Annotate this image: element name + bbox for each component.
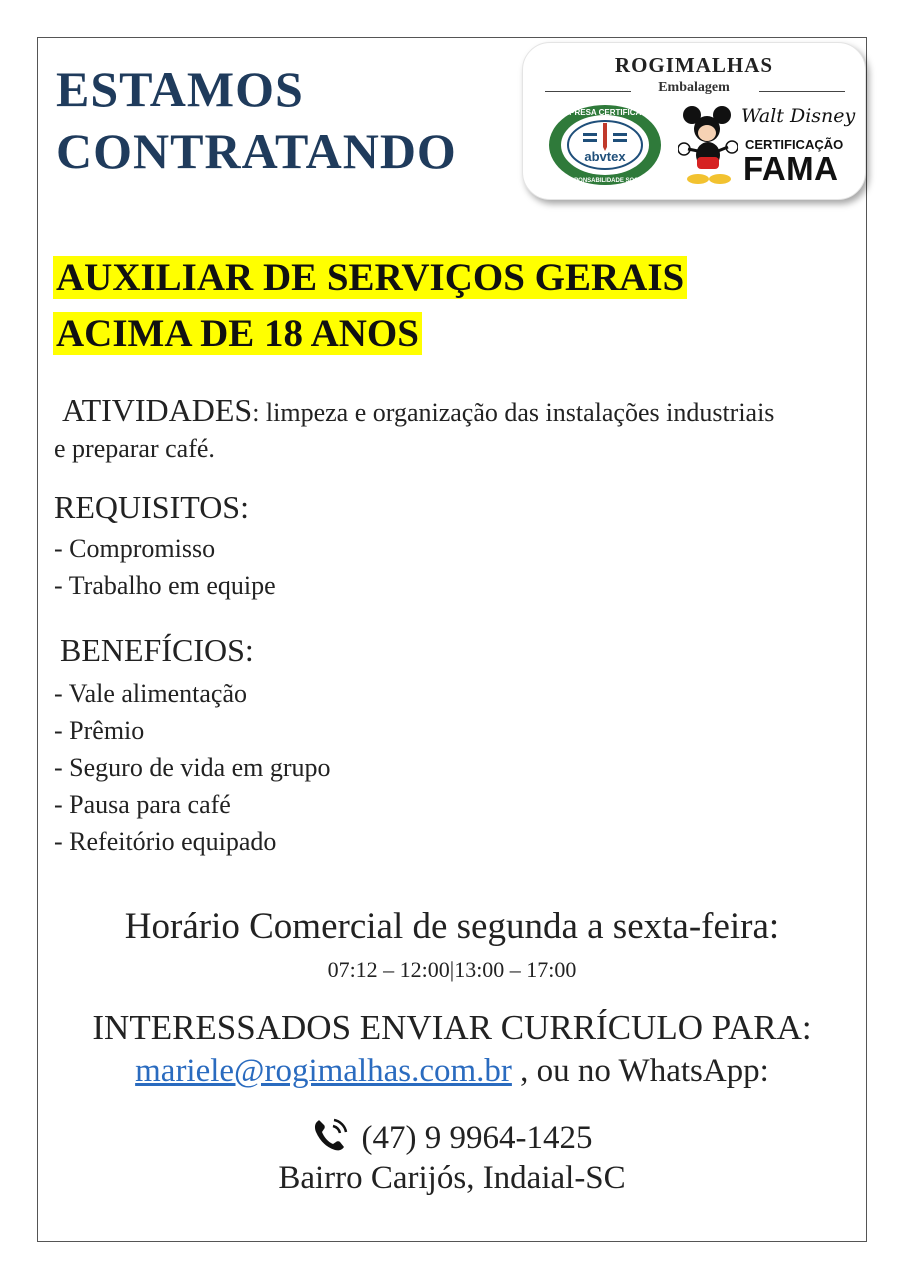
svg-text:RESPONSABILIDADE SOCIAL: RESPONSABILIDADE SOCIAL [561, 178, 649, 184]
phone-number[interactable]: (47) 9 9964-1425 [361, 1120, 593, 1156]
requirements-label: REQUISITOS: [54, 489, 249, 525]
list-item: - Prêmio [54, 716, 145, 745]
activities-text: : limpeza e organização das instalações industriais [252, 398, 775, 427]
benefits-label: BENEFÍCIOS: [60, 632, 254, 668]
activities-line-1 [62, 390, 774, 433]
job-title: AUXILIAR DE SERVIÇOS GERAIS [53, 256, 687, 299]
list-item: - Pausa para café [54, 790, 231, 819]
walt-disney-logo: Walt Disney [741, 105, 856, 127]
abvtex-seal-icon [545, 103, 665, 187]
email-line [37, 1053, 867, 1090]
fama-logo: FAMA [743, 150, 839, 187]
application-heading: INTERESSADOS ENVIAR CURRÍCULO PARA: [92, 1008, 812, 1047]
benefits-list [54, 675, 331, 860]
mickey-mouse-icon [678, 105, 738, 185]
company-name: ROGIMALHAS [614, 53, 774, 77]
email-link[interactable]: mariele@rogimalhas.com.br [135, 1053, 512, 1089]
schedule-title: Horário Comercial de segunda a sexta-feira: [124, 906, 780, 947]
logo-divider-right [759, 91, 845, 92]
list-item: - Refeitório equipado [54, 827, 277, 856]
activities-line-2: e preparar café. [54, 434, 215, 463]
requirements-list [54, 530, 276, 604]
phone-icon [312, 1118, 350, 1152]
hiring-headline [56, 58, 457, 182]
whatsapp-text: , ou no WhatsApp: [511, 1053, 769, 1089]
job-title-block [53, 250, 687, 362]
svg-text:abvtex: abvtex [584, 149, 626, 164]
svg-text:EMPRESA CERTIFICADA: EMPRESA CERTIFICADA [557, 108, 653, 117]
company-logo-card [522, 42, 866, 200]
list-item: - Vale alimentação [54, 679, 247, 708]
list-item: - Compromisso [54, 534, 216, 563]
headline-line-1: ESTAMOS [56, 61, 304, 117]
headline-line-2: CONTRATANDO [56, 123, 457, 179]
company-subtitle: Embalagem [658, 80, 730, 95]
schedule-hours: 07:12 – 12:00|13:00 – 17:00 [327, 957, 577, 982]
phone-line [37, 1118, 867, 1157]
address: Bairro Carijós, Indaial-SC [278, 1160, 626, 1196]
list-item: - Trabalho em equipe [54, 571, 276, 600]
list-item: - Seguro de vida em grupo [54, 753, 331, 782]
certification-label: CERTIFICAÇÃO [745, 137, 844, 152]
activities-label: ATIVIDADES [62, 392, 253, 428]
age-requirement: ACIMA DE 18 ANOS [53, 312, 422, 355]
